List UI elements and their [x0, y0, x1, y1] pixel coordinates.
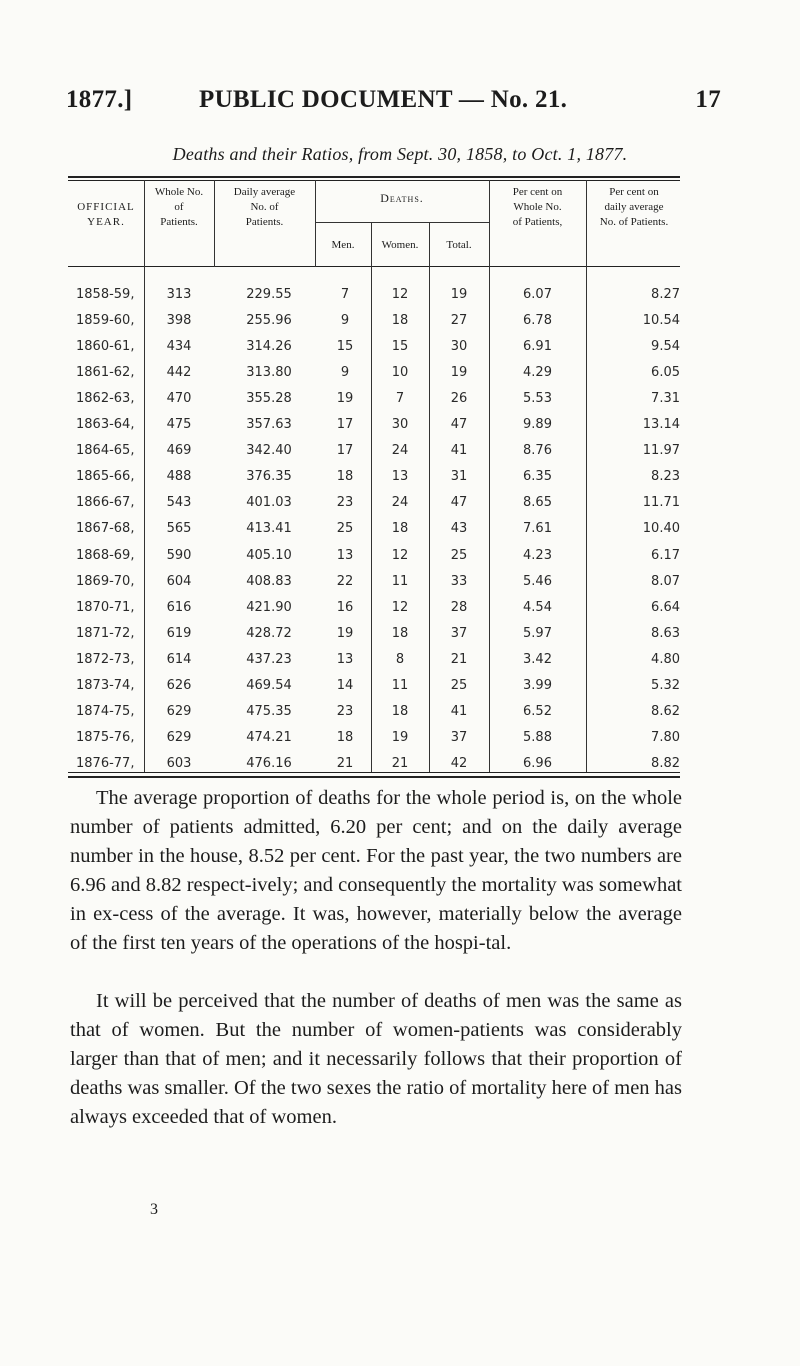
cell-year: 1863-64, [76, 417, 135, 433]
cell-percent-daily: 6.64 [651, 599, 680, 615]
cell-deaths-men: 21 [336, 755, 354, 771]
cell-percent-whole: 5.97 [523, 625, 552, 641]
cell-deaths-women: 12 [391, 599, 409, 615]
cell-whole-patients: 313 [166, 287, 192, 302]
table-row [68, 358, 680, 387]
cell-deaths-women: 10 [391, 365, 409, 381]
cell-year: 1860-61, [76, 339, 135, 355]
cell-deaths-men: 14 [336, 677, 354, 693]
table-row [68, 462, 680, 491]
table-caption: Deaths and their Ratios, from Sept. 30, 1858, to Oct. 1, 1877. [172, 144, 628, 164]
cell-deaths-women: 18 [391, 625, 409, 641]
cell-daily-average: 376.35 [246, 469, 292, 485]
cell-year: 1874-75, [76, 703, 135, 719]
cell-deaths-women: 24 [391, 495, 409, 511]
cell-deaths-women: 8 [395, 651, 405, 667]
header-rule [68, 266, 680, 267]
cell-daily-average: 476.16 [246, 755, 292, 771]
cell-deaths-men: 18 [336, 729, 354, 745]
cell-deaths-men: 23 [336, 703, 354, 719]
cell-percent-whole: 3.42 [523, 651, 552, 667]
cell-whole-patients: 616 [166, 599, 192, 615]
cell-percent-daily: 9.54 [651, 339, 680, 355]
cell-deaths-total: 43 [450, 521, 468, 537]
cell-deaths-men: 25 [336, 521, 354, 537]
cell-percent-whole: 6.52 [523, 703, 552, 719]
cell-percent-daily: 8.27 [651, 287, 680, 302]
cell-percent-whole: 4.54 [523, 599, 552, 615]
cell-percent-whole: 5.53 [523, 391, 552, 407]
cell-percent-whole: 6.35 [523, 469, 552, 485]
header-percent-daily: Per cent on daily average No. of Patients. [599, 186, 669, 228]
cell-deaths-men: 9 [340, 365, 350, 381]
cell-percent-daily: 6.05 [651, 365, 680, 381]
cell-deaths-women: 19 [391, 729, 409, 745]
cell-percent-whole: 6.78 [523, 313, 552, 329]
cell-deaths-women: 13 [391, 469, 409, 485]
cell-whole-patients: 442 [166, 365, 192, 381]
cell-deaths-men: 15 [336, 339, 354, 355]
cell-percent-daily: 13.14 [642, 417, 680, 433]
cell-deaths-total: 27 [450, 313, 468, 329]
table-row [68, 514, 680, 543]
cell-deaths-total: 28 [450, 599, 468, 615]
cell-percent-daily: 8.82 [651, 755, 680, 771]
cell-daily-average: 408.83 [246, 573, 292, 589]
cell-percent-daily: 11.71 [642, 495, 680, 511]
cell-deaths-total: 41 [450, 443, 468, 459]
cell-daily-average: 405.10 [246, 547, 292, 563]
deaths-table [68, 176, 680, 780]
cell-whole-patients: 398 [166, 313, 192, 329]
table-row [68, 723, 680, 752]
top-rule-thin [68, 180, 680, 181]
cell-whole-patients: 626 [166, 677, 192, 693]
cell-daily-average: 475.35 [246, 703, 292, 719]
cell-deaths-women: 21 [391, 755, 409, 771]
cell-whole-patients: 434 [166, 339, 192, 355]
cell-deaths-women: 11 [391, 573, 409, 589]
cell-whole-patients: 590 [166, 547, 192, 563]
cell-daily-average: 474.21 [246, 729, 292, 745]
header-total: Total. [446, 239, 472, 251]
cell-deaths-men: 19 [336, 625, 354, 641]
cell-deaths-men: 18 [336, 469, 354, 485]
cell-deaths-total: 41 [450, 703, 468, 719]
cell-percent-daily: 8.23 [651, 469, 680, 485]
table-row [68, 280, 680, 309]
page-number: 17 [695, 86, 721, 113]
cell-deaths-total: 33 [450, 573, 468, 589]
cell-deaths-men: 19 [336, 391, 354, 407]
cell-percent-whole: 7.61 [523, 521, 552, 537]
cell-daily-average: 314.26 [246, 339, 292, 355]
table-row [68, 567, 680, 596]
cell-daily-average: 437.23 [246, 651, 292, 667]
cell-daily-average: 421.90 [246, 599, 292, 615]
top-rule [68, 176, 680, 178]
cell-deaths-women: 12 [391, 547, 409, 563]
header-official-year: OFFICIAL YEAR. [77, 201, 135, 228]
cell-deaths-total: 21 [450, 651, 468, 667]
cell-daily-average: 229.55 [246, 287, 292, 302]
cell-deaths-men: 16 [336, 599, 354, 615]
cell-percent-daily: 8.07 [651, 573, 680, 589]
cell-percent-whole: 6.96 [523, 755, 552, 771]
header-men: Men. [331, 239, 355, 251]
table-row [68, 645, 680, 674]
cell-year: 1871-72, [76, 625, 135, 641]
cell-whole-patients: 604 [166, 573, 192, 589]
cell-deaths-men: 23 [336, 495, 354, 511]
cell-year: 1873-74, [76, 677, 135, 693]
cell-daily-average: 413.41 [246, 521, 292, 537]
cell-daily-average: 401.03 [246, 495, 292, 511]
cell-deaths-women: 30 [391, 417, 409, 433]
cell-deaths-total: 47 [450, 495, 468, 511]
cell-deaths-total: 19 [450, 365, 468, 381]
cell-year: 1862-63, [76, 391, 135, 407]
cell-whole-patients: 629 [166, 703, 192, 719]
cell-deaths-men: 22 [336, 573, 354, 589]
cell-percent-whole: 5.46 [523, 573, 552, 589]
cell-daily-average: 428.72 [246, 625, 292, 641]
paragraph-average: The average proportion of deaths for the whole period is, on the whole number of patients admitted, 6.20 per cent; and on the daily average number in the house, 8.52 per cent. For the past year, the two numbers are 6.96 and 8.82 respect-ively; and consequently the mortality was somewhat in ex-cess of the average. It was, however, materially below the average of the first ten years of the operations of the hospi-tal. [70, 787, 682, 954]
table-row [68, 749, 680, 778]
cell-percent-whole: 5.88 [523, 729, 552, 745]
cell-deaths-women: 24 [391, 443, 409, 459]
cell-percent-daily: 10.54 [642, 313, 680, 329]
header-percent-whole: Per cent on Whole No. of Patients, [512, 186, 563, 228]
table-row [68, 410, 680, 439]
cell-year: 1875-76, [76, 729, 135, 745]
signature-mark: 3 [150, 1201, 158, 1218]
cell-year: 1869-70, [76, 573, 135, 589]
cell-percent-whole: 8.65 [523, 495, 552, 511]
cell-year: 1865-66, [76, 469, 135, 485]
cell-whole-patients: 603 [166, 755, 192, 771]
header-title: PUBLIC DOCUMENT — No. 21. [199, 86, 568, 113]
cell-percent-whole: 4.29 [523, 365, 552, 381]
cell-percent-daily: 7.80 [651, 729, 680, 745]
table-row [68, 697, 680, 726]
cell-percent-daily: 5.32 [651, 677, 680, 693]
paragraph-sexes: It will be perceived that the number of deaths of men was the same as that of women. But the number of women-patients was considerably larger than that of men; and it necessarily follows that their proportion of deaths was smaller. Of the two sexes the ratio of mortality here of men has always exceeded that of women. [70, 990, 682, 1128]
header-whole-no: Whole No. of Patients. [154, 186, 204, 228]
cell-percent-whole: 8.76 [523, 443, 552, 459]
cell-deaths-total: 37 [450, 729, 468, 745]
cell-percent-daily: 8.62 [651, 703, 680, 719]
cell-daily-average: 255.96 [246, 313, 292, 329]
table-row [68, 671, 680, 700]
cell-deaths-women: 7 [395, 391, 405, 407]
table-row [68, 488, 680, 517]
cell-whole-patients: 488 [166, 469, 192, 485]
cell-whole-patients: 470 [166, 391, 192, 407]
header-women: Women. [381, 239, 419, 251]
cell-deaths-total: 37 [450, 625, 468, 641]
cell-deaths-total: 25 [450, 547, 468, 563]
cell-deaths-total: 47 [450, 417, 468, 433]
cell-percent-daily: 8.63 [651, 625, 680, 641]
table-row [68, 619, 680, 648]
cell-deaths-men: 7 [340, 287, 350, 302]
cell-year: 1859-60, [76, 313, 135, 329]
cell-year: 1876-77, [76, 755, 135, 771]
cell-whole-patients: 543 [166, 495, 192, 511]
cell-whole-patients: 475 [166, 417, 192, 433]
cell-whole-patients: 614 [166, 651, 192, 667]
cell-deaths-men: 9 [340, 313, 350, 329]
cell-deaths-total: 30 [450, 339, 468, 355]
deaths-subrule [315, 222, 489, 223]
cell-deaths-total: 42 [450, 755, 468, 771]
cell-year: 1872-73, [76, 651, 135, 667]
cell-percent-whole: 6.07 [523, 287, 552, 302]
table-row [68, 436, 680, 465]
cell-year: 1858-59, [76, 287, 135, 302]
cell-daily-average: 355.28 [246, 391, 292, 407]
page-header [66, 86, 721, 116]
cell-whole-patients: 619 [166, 625, 192, 641]
cell-deaths-women: 18 [391, 521, 409, 537]
cell-year: 1864-65, [76, 443, 135, 459]
cell-daily-average: 342.40 [246, 443, 292, 459]
cell-year: 1868-69, [76, 547, 135, 563]
cell-percent-whole: 3.99 [523, 677, 552, 693]
cell-deaths-total: 19 [450, 287, 468, 302]
cell-whole-patients: 629 [166, 729, 192, 745]
cell-deaths-total: 25 [450, 677, 468, 693]
cell-deaths-women: 11 [391, 677, 409, 693]
header-year: 1877.] [66, 86, 133, 113]
header-daily-average: Daily average No. of Patients. [233, 186, 296, 228]
cell-whole-patients: 469 [166, 443, 192, 459]
cell-deaths-women: 18 [391, 703, 409, 719]
cell-percent-whole: 9.89 [523, 417, 552, 433]
cell-deaths-men: 17 [336, 443, 354, 459]
table-row [68, 306, 680, 335]
table-row [68, 332, 680, 361]
cell-percent-daily: 10.40 [642, 521, 680, 537]
cell-percent-daily: 4.80 [651, 651, 680, 667]
cell-daily-average: 357.63 [246, 417, 292, 433]
cell-deaths-women: 15 [391, 339, 409, 355]
cell-year: 1870-71, [76, 599, 135, 615]
cell-daily-average: 469.54 [246, 677, 292, 693]
header-deaths: Deaths. [380, 191, 424, 205]
cell-year: 1861-62, [76, 365, 135, 381]
cell-deaths-total: 31 [450, 469, 468, 485]
cell-deaths-total: 26 [450, 391, 468, 407]
cell-year: 1866-67, [76, 495, 135, 511]
cell-percent-daily: 11.97 [642, 443, 680, 459]
table-row [68, 384, 680, 413]
cell-percent-whole: 4.23 [523, 547, 552, 563]
cell-deaths-women: 12 [391, 287, 409, 302]
cell-deaths-men: 13 [336, 651, 354, 667]
cell-percent-daily: 7.31 [651, 391, 680, 407]
cell-percent-daily: 6.17 [651, 547, 680, 563]
table-row [68, 593, 680, 622]
cell-year: 1867-68, [76, 521, 135, 537]
table-row [68, 541, 680, 570]
cell-deaths-women: 18 [391, 313, 409, 329]
cell-deaths-men: 17 [336, 417, 354, 433]
cell-whole-patients: 565 [166, 521, 192, 537]
cell-daily-average: 313.80 [246, 365, 292, 381]
cell-percent-whole: 6.91 [523, 339, 552, 355]
cell-deaths-men: 13 [336, 547, 354, 563]
